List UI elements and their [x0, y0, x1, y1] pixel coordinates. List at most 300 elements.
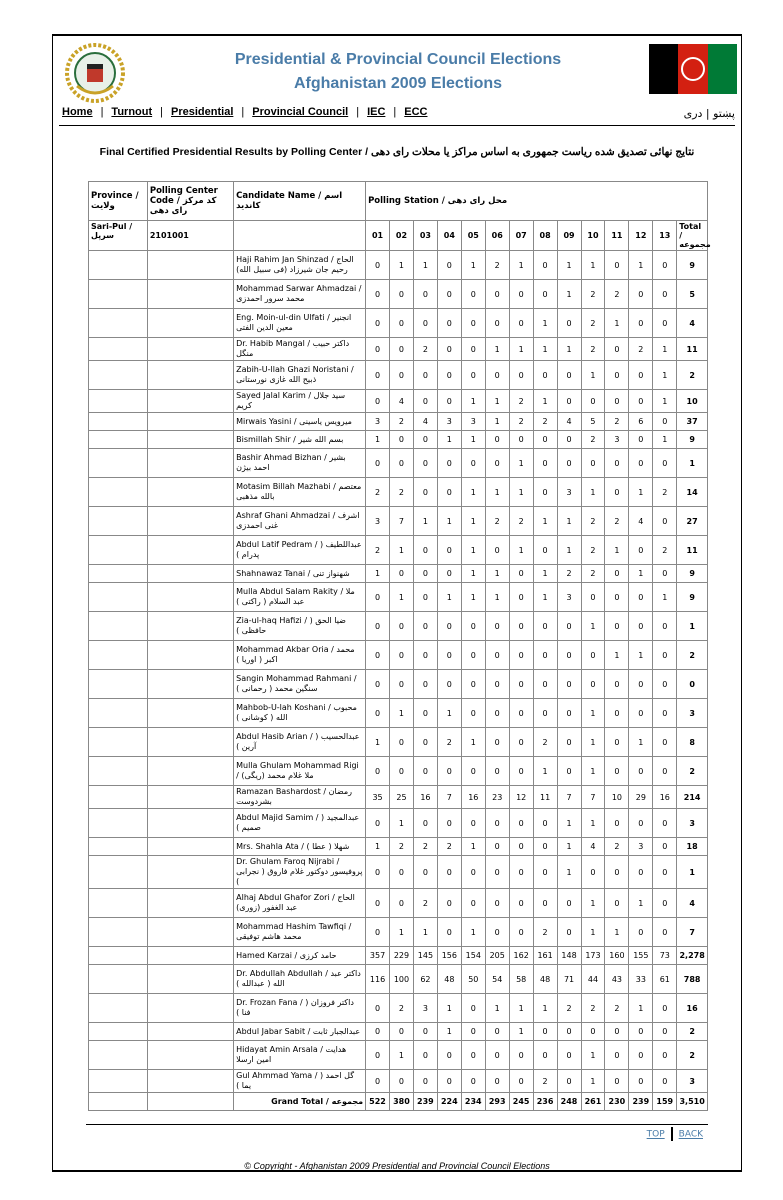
- vote-count: 1: [509, 1023, 533, 1041]
- vote-count: 1: [437, 583, 461, 612]
- vote-count: 0: [413, 699, 437, 728]
- vote-count: 0: [605, 612, 629, 641]
- vote-count: 0: [461, 1070, 485, 1093]
- vote-count: 0: [437, 536, 461, 565]
- vote-count: 1: [581, 1041, 605, 1070]
- vote-count: 0: [485, 449, 509, 478]
- candidate-total: 11: [677, 338, 708, 361]
- province-blank-cell: [89, 612, 148, 641]
- nav-provincial-council[interactable]: Provincial Council: [252, 106, 349, 118]
- nav-separator: |: [356, 106, 360, 118]
- vote-count: 0: [509, 1041, 533, 1070]
- vote-count: 1: [557, 251, 581, 280]
- vote-count: 0: [653, 809, 677, 838]
- vote-count: 2: [485, 507, 509, 536]
- vote-count: 44: [581, 965, 605, 994]
- vote-count: 1: [437, 1023, 461, 1041]
- center-blank-cell: [147, 478, 233, 507]
- nav-separator: |: [160, 106, 164, 118]
- vote-count: 0: [413, 809, 437, 838]
- vote-count: 1: [509, 478, 533, 507]
- table-row: [89, 1041, 708, 1070]
- candidate-name: Bashir Ahmad Bizhan / بشیر احمد بیژن: [234, 449, 366, 478]
- vote-count: 0: [629, 280, 653, 309]
- vote-count: 1: [390, 251, 414, 280]
- vote-count: 1: [581, 757, 605, 786]
- vote-count: 2: [605, 994, 629, 1023]
- vote-count: 0: [413, 1070, 437, 1093]
- vote-count: 2: [581, 507, 605, 536]
- vote-count: 0: [509, 809, 533, 838]
- results-table: [88, 181, 711, 1111]
- vote-count: 0: [390, 280, 414, 309]
- nav-turnout[interactable]: Turnout: [111, 106, 153, 118]
- vote-count: 1: [461, 838, 485, 856]
- province-blank-cell: [89, 583, 148, 612]
- vote-count: 0: [581, 449, 605, 478]
- station-number: 09: [557, 221, 581, 251]
- vote-count: 0: [366, 918, 390, 947]
- vote-count: 0: [533, 612, 557, 641]
- vote-count: 1: [653, 361, 677, 390]
- vote-count: 1: [413, 918, 437, 947]
- vote-count: 2: [605, 413, 629, 431]
- vote-count: 1: [461, 536, 485, 565]
- vote-count: 1: [461, 507, 485, 536]
- candidate-name: Bismillah Shir / بسم الله شیر: [234, 431, 366, 449]
- vote-count: 2: [605, 280, 629, 309]
- vote-count: 1: [461, 478, 485, 507]
- vote-count: 1: [533, 583, 557, 612]
- province-blank-cell: [89, 1093, 148, 1111]
- table-row: [89, 413, 708, 431]
- vote-count: 1: [557, 809, 581, 838]
- station-number: 04: [437, 221, 461, 251]
- center-blank-cell: [147, 1093, 233, 1111]
- vote-count: 5: [581, 413, 605, 431]
- vote-count: 0: [581, 641, 605, 670]
- station-grand-total: 159: [653, 1093, 677, 1111]
- vote-count: 0: [533, 641, 557, 670]
- header-province: Province / ولایت: [89, 182, 148, 221]
- vote-count: 0: [629, 1023, 653, 1041]
- vote-count: 0: [605, 390, 629, 413]
- vote-count: 0: [390, 431, 414, 449]
- vote-count: 0: [437, 338, 461, 361]
- vote-count: 1: [485, 413, 509, 431]
- vote-count: 7: [557, 786, 581, 809]
- vote-count: 1: [390, 809, 414, 838]
- vote-count: 0: [485, 809, 509, 838]
- table-row: [89, 309, 708, 338]
- vote-count: 12: [509, 786, 533, 809]
- vote-count: 0: [605, 338, 629, 361]
- vote-count: 0: [485, 757, 509, 786]
- vote-count: 1: [461, 918, 485, 947]
- table-row: [89, 1023, 708, 1041]
- table-row: [89, 965, 708, 994]
- center-blank-cell: [147, 280, 233, 309]
- candidate-total: 788: [677, 965, 708, 994]
- vote-count: 0: [653, 507, 677, 536]
- center-blank-cell: [147, 413, 233, 431]
- center-blank-cell: [147, 728, 233, 757]
- vote-count: 0: [461, 889, 485, 918]
- station-number: 06: [485, 221, 509, 251]
- vote-count: 2: [390, 994, 414, 1023]
- vote-count: 0: [557, 612, 581, 641]
- table-row: [89, 728, 708, 757]
- table-row: [89, 889, 708, 918]
- vote-count: 1: [557, 338, 581, 361]
- candidate-total: 10: [677, 390, 708, 413]
- flag-emblem-icon: [681, 57, 705, 81]
- center-blank-cell: [147, 536, 233, 565]
- page-frame: [52, 34, 742, 1172]
- vote-count: 0: [653, 1070, 677, 1093]
- vote-count: 0: [605, 1041, 629, 1070]
- vote-count: 62: [413, 965, 437, 994]
- top-link[interactable]: TOP: [646, 1129, 665, 1140]
- table-row: [89, 507, 708, 536]
- vote-count: 0: [533, 670, 557, 699]
- vote-count: 54: [485, 965, 509, 994]
- vote-count: 2: [605, 838, 629, 856]
- center-blank-cell: [147, 612, 233, 641]
- vote-count: 1: [366, 838, 390, 856]
- vote-count: 1: [605, 641, 629, 670]
- vote-count: 2: [509, 507, 533, 536]
- vote-count: 2: [533, 728, 557, 757]
- station-number-row: [89, 221, 708, 251]
- vote-count: 0: [461, 757, 485, 786]
- vote-count: 0: [533, 889, 557, 918]
- grand-total-label: Grand Total / مجموعه: [234, 1093, 366, 1111]
- vote-count: 1: [557, 507, 581, 536]
- vote-count: 0: [605, 1070, 629, 1093]
- vote-count: 73: [653, 947, 677, 965]
- vote-count: 2: [509, 413, 533, 431]
- vote-count: 2: [485, 251, 509, 280]
- center-blank-cell: [147, 309, 233, 338]
- nav-ecc[interactable]: ECC: [404, 106, 428, 118]
- vote-count: 0: [390, 757, 414, 786]
- vote-count: 1: [581, 612, 605, 641]
- vote-count: 71: [557, 965, 581, 994]
- vote-count: 0: [390, 338, 414, 361]
- vote-count: 1: [653, 390, 677, 413]
- vote-count: 4: [557, 413, 581, 431]
- vote-count: 0: [413, 309, 437, 338]
- vote-count: 1: [605, 536, 629, 565]
- vote-count: 0: [366, 856, 390, 889]
- vote-count: 0: [461, 856, 485, 889]
- header-candidate: Candidate Name / اسم کاندید: [234, 182, 366, 221]
- vote-count: 0: [581, 856, 605, 889]
- vote-count: 4: [581, 838, 605, 856]
- candidate-name: Mohammad Akbar Oria / محمد اکبر ( اوریا ): [234, 641, 366, 670]
- vote-count: 0: [485, 1041, 509, 1070]
- candidate-name: Shahnawaz Tanai / شهنواز تنی: [234, 565, 366, 583]
- vote-count: 1: [557, 280, 581, 309]
- nav-home[interactable]: Home: [62, 106, 93, 118]
- vote-count: 2: [509, 390, 533, 413]
- vote-count: 0: [557, 757, 581, 786]
- center-blank-cell: [147, 670, 233, 699]
- vote-count: 0: [509, 757, 533, 786]
- vote-count: 0: [437, 251, 461, 280]
- vote-count: 0: [653, 889, 677, 918]
- candidate-name: Motasim Billah Mazhabi / معتصم بالله مذهبی: [234, 478, 366, 507]
- vote-count: 148: [557, 947, 581, 965]
- vote-count: 1: [629, 889, 653, 918]
- vote-count: 1: [533, 757, 557, 786]
- vote-count: 0: [653, 1041, 677, 1070]
- vote-count: 2: [413, 338, 437, 361]
- station-grand-total: 234: [461, 1093, 485, 1111]
- vote-count: 0: [509, 1070, 533, 1093]
- station-number: 03: [413, 221, 437, 251]
- vote-count: 0: [509, 612, 533, 641]
- afghanistan-flag-icon: [649, 44, 737, 94]
- vote-count: 0: [629, 918, 653, 947]
- station-grand-total: 224: [437, 1093, 461, 1111]
- candidate-total: 214: [677, 786, 708, 809]
- vote-count: 0: [653, 641, 677, 670]
- nav-separator: |: [241, 106, 245, 118]
- vote-count: 0: [509, 431, 533, 449]
- vote-count: 0: [629, 583, 653, 612]
- vote-count: 0: [485, 670, 509, 699]
- vote-count: 16: [461, 786, 485, 809]
- candidate-total: 2: [677, 361, 708, 390]
- center-blank-cell: [147, 918, 233, 947]
- vote-count: 61: [653, 965, 677, 994]
- candidate-name: Mulla Abdul Salam Rakity / ملا عبد السلام ( راکتی ): [234, 583, 366, 612]
- province-blank-cell: [89, 431, 148, 449]
- vote-count: 0: [509, 361, 533, 390]
- vote-count: 162: [509, 947, 533, 965]
- candidate-total: 0: [677, 670, 708, 699]
- station-grand-total: 248: [557, 1093, 581, 1111]
- vote-count: 2: [390, 838, 414, 856]
- vote-count: 1: [533, 309, 557, 338]
- candidate-total: 3: [677, 809, 708, 838]
- vote-count: 0: [390, 889, 414, 918]
- vote-count: 1: [509, 536, 533, 565]
- vote-count: 4: [390, 390, 414, 413]
- nav-separator: |: [393, 106, 397, 118]
- vote-count: 0: [437, 889, 461, 918]
- vote-count: 1: [653, 338, 677, 361]
- center-blank-cell: [147, 947, 233, 965]
- vote-count: 0: [533, 478, 557, 507]
- vote-count: 0: [629, 361, 653, 390]
- vote-count: 0: [581, 1023, 605, 1041]
- vote-count: 0: [437, 856, 461, 889]
- province-blank-cell: [89, 478, 148, 507]
- vote-count: 205: [485, 947, 509, 965]
- province-blank-cell: [89, 809, 148, 838]
- vote-count: 1: [413, 507, 437, 536]
- vote-count: 1: [366, 728, 390, 757]
- grand-total-value: 3,510: [677, 1093, 708, 1111]
- vote-count: 1: [629, 994, 653, 1023]
- candidate-name: Sayed Jalal Karim / سید جلال کریم: [234, 390, 366, 413]
- center-blank-cell: [147, 809, 233, 838]
- candidate-name: Mahbob-U-lah Koshani / محبوب الله ( کوشانی ): [234, 699, 366, 728]
- candidate-name: Hidayat Amin Arsala / هدایت امین ارسلا: [234, 1041, 366, 1070]
- candidate-name: Gul Ahmmad Yama / گل احمد ( یما ): [234, 1070, 366, 1093]
- vote-count: 0: [413, 536, 437, 565]
- station-grand-total: 245: [509, 1093, 533, 1111]
- nav-presidential[interactable]: Presidential: [171, 106, 234, 118]
- vote-count: 0: [509, 280, 533, 309]
- vote-count: 0: [629, 390, 653, 413]
- vote-count: 0: [366, 1023, 390, 1041]
- vote-count: 2: [653, 478, 677, 507]
- vote-count: 43: [605, 965, 629, 994]
- vote-count: 0: [461, 361, 485, 390]
- vote-count: 0: [581, 390, 605, 413]
- vote-count: 229: [390, 947, 414, 965]
- vote-count: 1: [390, 536, 414, 565]
- vote-count: 0: [413, 1041, 437, 1070]
- vote-count: 0: [390, 612, 414, 641]
- copyright-text: © Copyright - Afghanistan 2009 Presidential and Provincial Council Elections: [244, 1161, 550, 1171]
- candidate-name: Abdul Hasib Arian / عبدالحسیب ( آرین ): [234, 728, 366, 757]
- vote-count: 116: [366, 965, 390, 994]
- vote-count: 0: [653, 838, 677, 856]
- language-links[interactable]: پښتو | دری: [683, 107, 735, 120]
- vote-count: 0: [461, 338, 485, 361]
- vote-count: 2: [413, 889, 437, 918]
- vote-count: 2: [581, 338, 605, 361]
- nav-separator: |: [100, 106, 104, 118]
- candidate-name: Mohammad Sarwar Ahmadzai / محمد سرور احمدزی: [234, 280, 366, 309]
- center-blank-cell: [147, 583, 233, 612]
- vote-count: 0: [629, 856, 653, 889]
- center-blank-cell: [147, 565, 233, 583]
- vote-count: 0: [366, 1070, 390, 1093]
- table-row: [89, 431, 708, 449]
- vote-count: 0: [413, 728, 437, 757]
- vote-count: 0: [533, 431, 557, 449]
- table-row: [89, 1070, 708, 1093]
- vote-count: 0: [629, 670, 653, 699]
- vote-count: 11: [533, 786, 557, 809]
- vote-count: 0: [437, 361, 461, 390]
- province-blank-cell: [89, 251, 148, 280]
- station-number: 05: [461, 221, 485, 251]
- vote-count: 0: [413, 670, 437, 699]
- vote-count: 0: [413, 449, 437, 478]
- vote-count: 1: [605, 309, 629, 338]
- vote-count: 0: [437, 1041, 461, 1070]
- vote-count: 1: [485, 338, 509, 361]
- vote-count: 0: [509, 856, 533, 889]
- vote-count: 1: [437, 507, 461, 536]
- vote-count: 1: [485, 583, 509, 612]
- vote-count: 0: [366, 641, 390, 670]
- vote-count: 0: [557, 1070, 581, 1093]
- vote-count: 0: [557, 670, 581, 699]
- vote-count: 50: [461, 965, 485, 994]
- vote-count: 0: [485, 641, 509, 670]
- table-row: [89, 280, 708, 309]
- vote-count: 0: [366, 449, 390, 478]
- vote-count: 0: [653, 728, 677, 757]
- vote-count: 0: [653, 449, 677, 478]
- vote-count: 0: [366, 338, 390, 361]
- vote-count: 4: [413, 413, 437, 431]
- vote-count: 2: [413, 838, 437, 856]
- candidate-total: 9: [677, 565, 708, 583]
- vote-count: 0: [390, 361, 414, 390]
- vote-count: 1: [533, 994, 557, 1023]
- vote-count: 0: [653, 856, 677, 889]
- vote-count: 0: [461, 309, 485, 338]
- province-blank-cell: [89, 757, 148, 786]
- table-row: [89, 565, 708, 583]
- vote-count: 0: [485, 918, 509, 947]
- vote-count: 1: [557, 856, 581, 889]
- vote-count: 0: [437, 918, 461, 947]
- footer-divider: [86, 1124, 708, 1125]
- table-row: [89, 838, 708, 856]
- vote-count: 0: [653, 994, 677, 1023]
- vote-count: 0: [485, 838, 509, 856]
- vote-count: 48: [533, 965, 557, 994]
- back-link[interactable]: BACK: [678, 1129, 703, 1140]
- nav-iec[interactable]: IEC: [367, 106, 386, 118]
- province-blank-cell: [89, 994, 148, 1023]
- vote-count: 0: [390, 309, 414, 338]
- vote-count: 0: [605, 809, 629, 838]
- vote-count: 0: [533, 251, 557, 280]
- vote-count: 0: [437, 757, 461, 786]
- vote-count: 0: [366, 309, 390, 338]
- vote-count: 0: [605, 1023, 629, 1041]
- vote-count: 1: [533, 338, 557, 361]
- vote-count: 0: [509, 699, 533, 728]
- vote-count: 0: [557, 1023, 581, 1041]
- candidate-total: 4: [677, 889, 708, 918]
- candidate-name: Mirwais Yasini / میرویس یاسینی: [234, 413, 366, 431]
- vote-count: 1: [581, 478, 605, 507]
- vote-count: 0: [629, 809, 653, 838]
- candidate-total: 18: [677, 838, 708, 856]
- vote-count: 0: [437, 1070, 461, 1093]
- candidate-total: 1: [677, 612, 708, 641]
- vote-count: 4: [629, 507, 653, 536]
- vote-count: 0: [653, 280, 677, 309]
- table-row: [89, 670, 708, 699]
- vote-count: 10: [605, 786, 629, 809]
- vote-count: 3: [461, 413, 485, 431]
- vote-count: 0: [629, 612, 653, 641]
- vote-count: 0: [557, 390, 581, 413]
- vote-count: 0: [653, 309, 677, 338]
- main-nav: [62, 106, 428, 118]
- vote-count: 0: [461, 809, 485, 838]
- center-blank-cell: [147, 889, 233, 918]
- footer-links: [647, 1127, 703, 1141]
- vote-count: 1: [461, 390, 485, 413]
- vote-count: 0: [366, 670, 390, 699]
- vote-count: 0: [557, 641, 581, 670]
- candidate-name: Abdul Latif Pedram / عبداللطیف ( پدرام ): [234, 536, 366, 565]
